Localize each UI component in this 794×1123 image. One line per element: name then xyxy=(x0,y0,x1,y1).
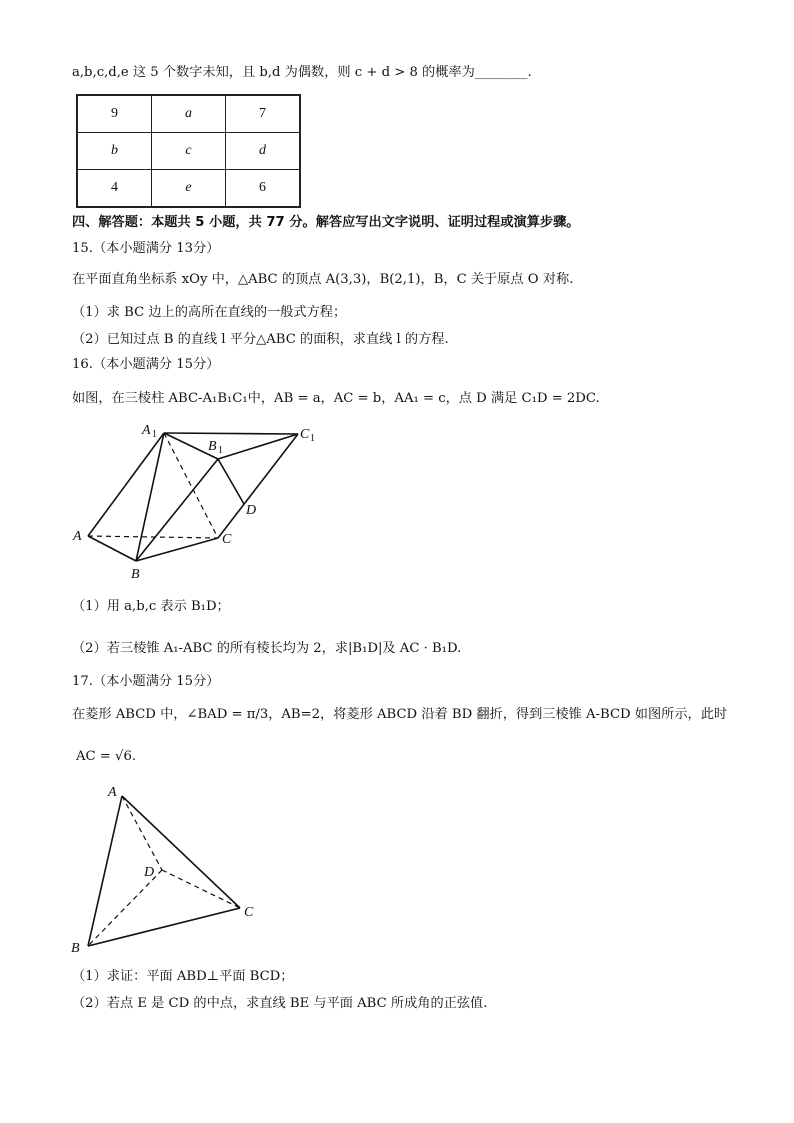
label-B: B xyxy=(131,567,140,582)
label-A: A xyxy=(108,785,117,800)
label-C: C xyxy=(244,905,254,920)
grid-cell: e xyxy=(152,170,226,208)
pyramid-figure xyxy=(68,780,268,960)
grid-cell: b xyxy=(77,133,152,170)
label-B1-sub: 1 xyxy=(218,445,223,456)
label-A1: A xyxy=(142,423,151,438)
label-C: C xyxy=(222,532,232,547)
q16-part2: （2）若三棱锥 A₁-ABC 的所有棱长均为 2，求|B₁D|及 AC · B₁D. xyxy=(72,641,462,656)
label-A1-sub: 1 xyxy=(152,429,157,440)
q16-stem: 如图，在三棱柱 ABC-A₁B₁C₁中，AB = a，AC = b，AA₁ = c，点 D 满足 C₁D = 2DC. xyxy=(72,391,600,406)
grid-cell: 4 xyxy=(77,170,152,208)
intro-line: a,b,c,d,e 这 5 个数字未知，且 b,d 为偶数，则 c + d > 8 的概率为________. xyxy=(72,65,532,80)
number-grid xyxy=(76,94,301,208)
q15-part2: （2）已知过点 B 的直线 l 平分△ABC 的面积，求直线 l 的方程. xyxy=(72,332,449,347)
q17-head: 17.（本小题满分 15分） xyxy=(72,674,220,689)
label-B: B xyxy=(71,941,80,956)
q16-part1: （1）用 a,b,c 表示 B₁D； xyxy=(72,599,230,614)
label-D: D xyxy=(246,503,257,518)
q17-stem-2: AC = √6. xyxy=(76,749,137,764)
grid-cell: c xyxy=(152,133,226,170)
grid-cell: d xyxy=(226,133,301,170)
label-C1: C xyxy=(300,427,310,442)
grid-cell: a xyxy=(152,95,226,133)
grid-cell: 6 xyxy=(226,170,301,208)
prism-figure xyxy=(72,420,322,585)
grid-cell: 9 xyxy=(77,95,152,133)
q17-part1: （1）求证：平面 ABD⊥平面 BCD； xyxy=(72,969,294,984)
label-D: D xyxy=(144,865,155,880)
q17-stem: 在菱形 ABCD 中，∠BAD = π/3，AB=2，将菱形 ABCD 沿着 BD 翻折，得到三棱锥 A-BCD 如图所示，此时 xyxy=(72,707,728,722)
q15-head: 15.（本小题满分 13分） xyxy=(72,241,220,256)
grid-cell: 7 xyxy=(226,95,301,133)
section-title: 四、解答题：本题共 5 小题，共 77 分。解答应写出文字说明、证明过程或演算步骤。 xyxy=(72,215,580,230)
q16-head: 16.（本小题满分 15分） xyxy=(72,357,220,372)
q17-part2: （2）若点 E 是 CD 的中点，求直线 BE 与平面 ABC 所成角的正弦值. xyxy=(72,996,488,1011)
q15-part1: （1）求 BC 边上的高所在直线的一般式方程； xyxy=(72,305,347,320)
label-A: A xyxy=(73,529,82,544)
label-C1-sub: 1 xyxy=(310,433,315,444)
q15-stem: 在平面直角坐标系 xOy 中，△ABC 的顶点 A(3,3)，B(2,1)，B，C 关于原点 O 对称. xyxy=(72,272,574,287)
label-B1: B xyxy=(208,439,217,454)
